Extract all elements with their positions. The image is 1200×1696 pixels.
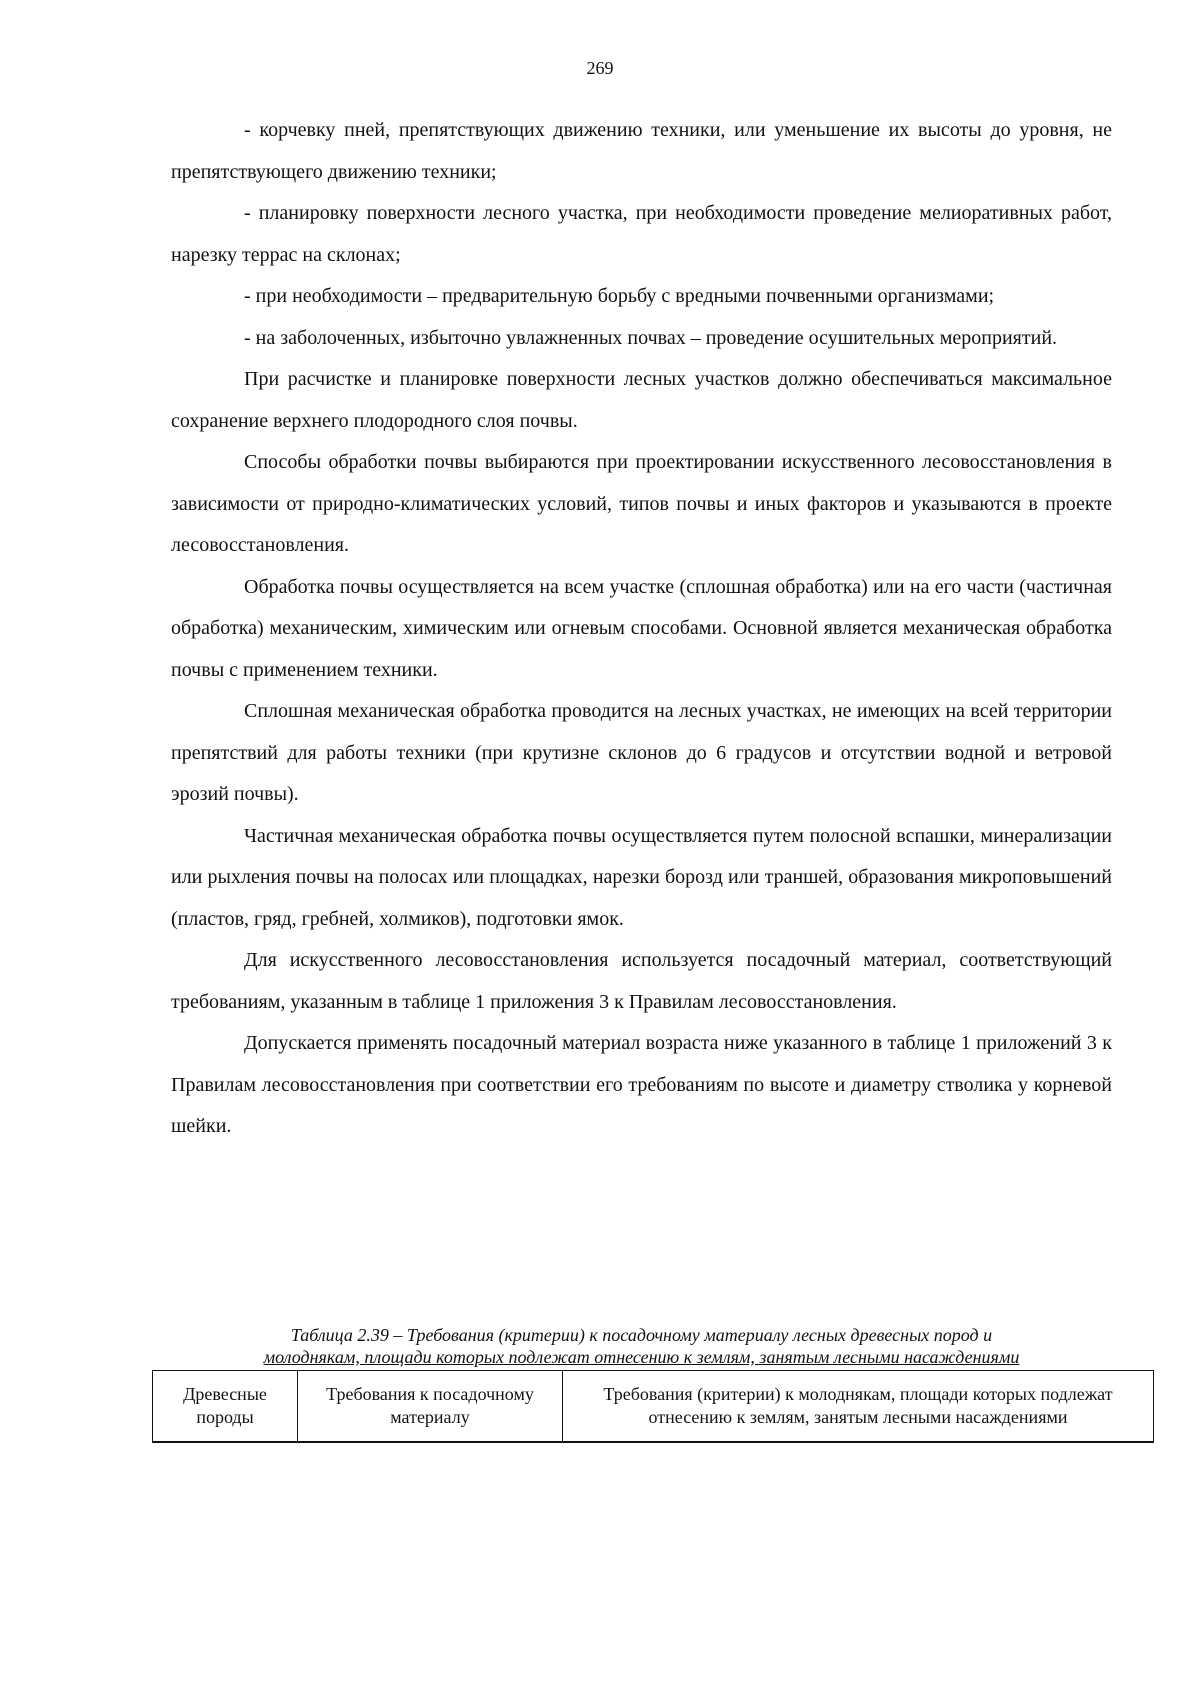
table-caption-line-1: Таблица 2.39 – Требования (критерии) к посадочному материалу лесных древесных пород и xyxy=(290,1325,993,1345)
paragraph-pest-control: - при необходимости – предварительную борьбу с вредными почвенными организмами; xyxy=(244,285,995,307)
paragraph-drainage: - на заболоченных, избыточно увлажненных почвах – проведение осушительных мероприятий. xyxy=(244,326,1058,349)
table-header-row xyxy=(153,1371,1154,1443)
table-caption-line-2: молоднякам, площади которых подлежат отнесению к землям, занятым лесными насаждениями xyxy=(263,1347,1020,1367)
paragraph-stump-removal: - корчевку пней, препятствующих движению техники, или уменьшение их высоты до уровня, не препятствующего движению техники; xyxy=(171,119,1112,183)
body-text xyxy=(171,110,1112,1148)
page-number: 269 xyxy=(586,58,614,78)
paragraph-planting-material: Для искусственного лесовосстановления используется посадочный материал, соответствующий требованиям, указанным в таблице 1 приложения 3 к Правилам лесовосстановления. xyxy=(171,949,1112,1013)
paragraph-soil-treatment: Обработка почвы осуществляется на всем участке (сплошная обработка) или на его части (частичная обработка) механическим, химическим или огневым способами. Основной является механическая обработка почвы с применением техники. xyxy=(171,575,1112,681)
table-caption xyxy=(171,1324,1112,1368)
paragraph-surface-planning: - планировку поверхности лесного участка, при необходимости проведение мелиоративных работ, нарезку террас на склонах; xyxy=(171,202,1112,266)
requirements-table xyxy=(152,1370,1154,1443)
paragraph-topsoil-preservation: При расчистке и планировке поверхности лесных участков должно обеспечиваться максимальное сохранение верхнего плодородного слоя почвы. xyxy=(171,368,1112,432)
paragraph-continuous-treatment: Сплошная механическая обработка проводится на лесных участках, не имеющих на всей территории препятствий для работы техники (при крутизне склонов до 6 градусов и отсутствии водной и ветровой эрозий почвы). xyxy=(171,700,1112,805)
paragraph-treatment-methods: Способы обработки почвы выбираются при проектировании искусственного лесовосстановления в зависимости от природно-климатических условий, типов почвы и иных факторов и указываются в проекте лесовосстановления. xyxy=(171,451,1112,556)
header-young-stand-requirements: Требования (критерии) к молоднякам, площади которых подлежат отнесению к землям, занятым лесными насаждениями xyxy=(563,1371,1154,1443)
header-planting-material-requirements: Требования к посадочному материалу xyxy=(298,1371,563,1443)
header-tree-species: Древесные породы xyxy=(153,1371,298,1443)
paragraph-partial-treatment: Частичная механическая обработка почвы осуществляется путем полосной вспашки, минерализации или рыхления почвы на полосах или площадках, нарезки борозд или траншей, образования микроповышений (пластов, гряд, гребней, холмиков), подготовки ямок. xyxy=(171,824,1112,930)
paragraph-younger-material: Допускается применять посадочный материал возраста ниже указанного в таблице 1 приложений 3 к Правилам лесовосстановления при соответствии его требованиям по высоте и диаметру стволика у корневой шейки. xyxy=(171,1032,1112,1137)
